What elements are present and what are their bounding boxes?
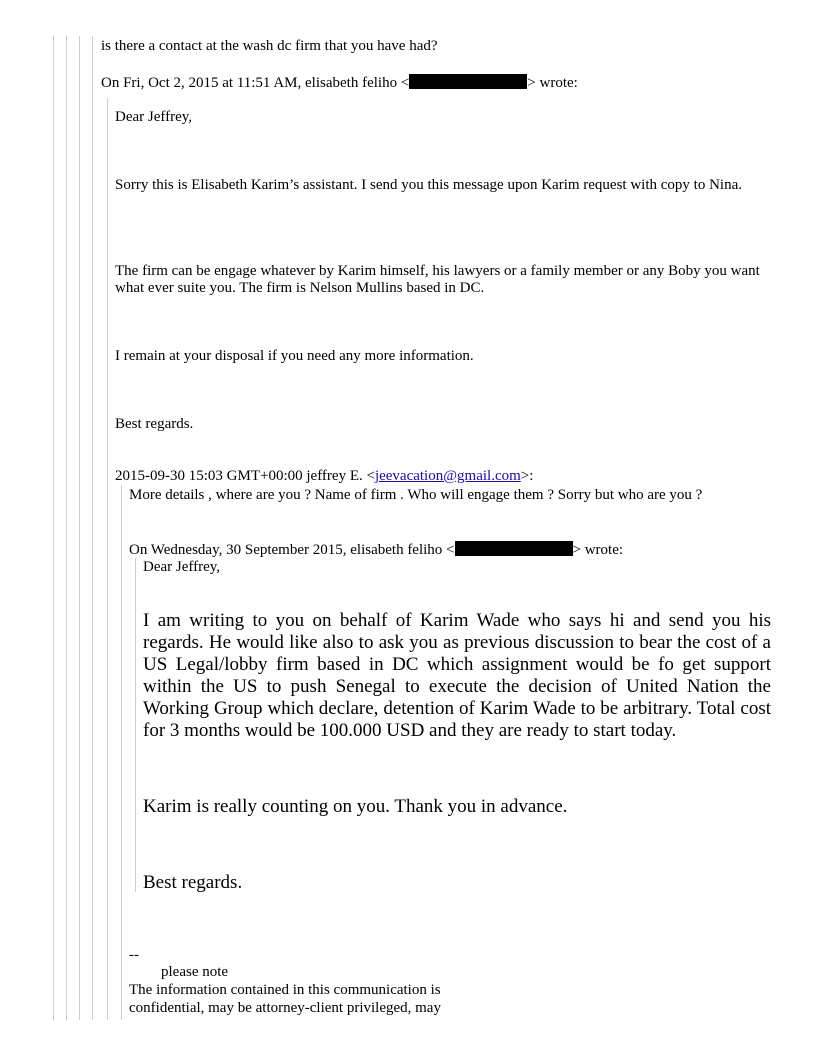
redacted-email [409,74,527,89]
quote-header [115,468,533,485]
quote-header-prefix: On Fri, Oct 2, 2015 at 11:51 AM, elisabeth feliho < [101,75,410,91]
signature-line: The information contained in this communication is [129,982,441,998]
quote-bar [79,36,80,1020]
quote-bar [135,558,136,892]
quote-bar [121,485,122,1020]
closing: Best regards. [143,872,243,893]
paragraph: I remain at your disposal if you need any more information. [115,348,474,364]
quote-header-prefix: 2015-09-30 15:03 GMT+00:00 jeffrey E. < [115,468,375,484]
signature-note: please note [161,964,229,980]
closing: Best regards. [115,416,194,432]
quote-header-prefix: On Wednesday, 30 September 2015, elisabeth feliho < [129,542,455,558]
paragraph: Karim is really counting on you. Thank you in advance. [143,796,568,817]
quote-bar [92,36,93,1020]
quote-header [101,74,578,92]
quote-bar [53,36,54,1020]
quote-bar [66,36,67,1020]
paragraph: The firm can be engage whatever by Karim himself, his lawyers or a family member or any Boby you want what ever suite you. The firm is Nelson Mullins based in DC. [115,263,760,296]
greeting: Dear Jeffrey, [143,559,221,575]
signature-line: confidential, may be attorney-client privileged, may [129,1000,441,1016]
greeting: Dear Jeffrey, [115,109,193,125]
paragraph: Sorry this is Elisabeth Karim’s assistant. I send you this message upon Karim request with copy to Nina. [115,177,742,193]
quote-header-suffix: > wrote: [527,75,578,91]
quote-header [129,541,623,559]
quote-header-suffix: >: [520,468,534,484]
paragraph: More details , where are you ? Name of firm . Who will engage them ? Sorry but who are you ? [129,487,703,503]
reply-text: is there a contact at the wash dc firm that you have had? [101,38,438,54]
email-link[interactable]: jeevacation@gmail.com [374,468,521,484]
quote-header-suffix: > wrote: [572,542,624,558]
signature-separator: -- [129,947,139,963]
paragraph: I am writing to you on behalf of Karim Wade who says hi and send you his regards. He would like also to ask you as previous discussion to bear the cost of a US Legal/lobby firm based in DC which assignment would be fo get support within the US to push Senegal to execute the decision of United Nation the Working Group which declare, detention of Karim Wade to be arbitrary. Total cost for 3 months would be 100.000 USD and they are ready to start today. [143,610,771,741]
quote-bar [107,98,108,1020]
redacted-email [455,541,573,556]
